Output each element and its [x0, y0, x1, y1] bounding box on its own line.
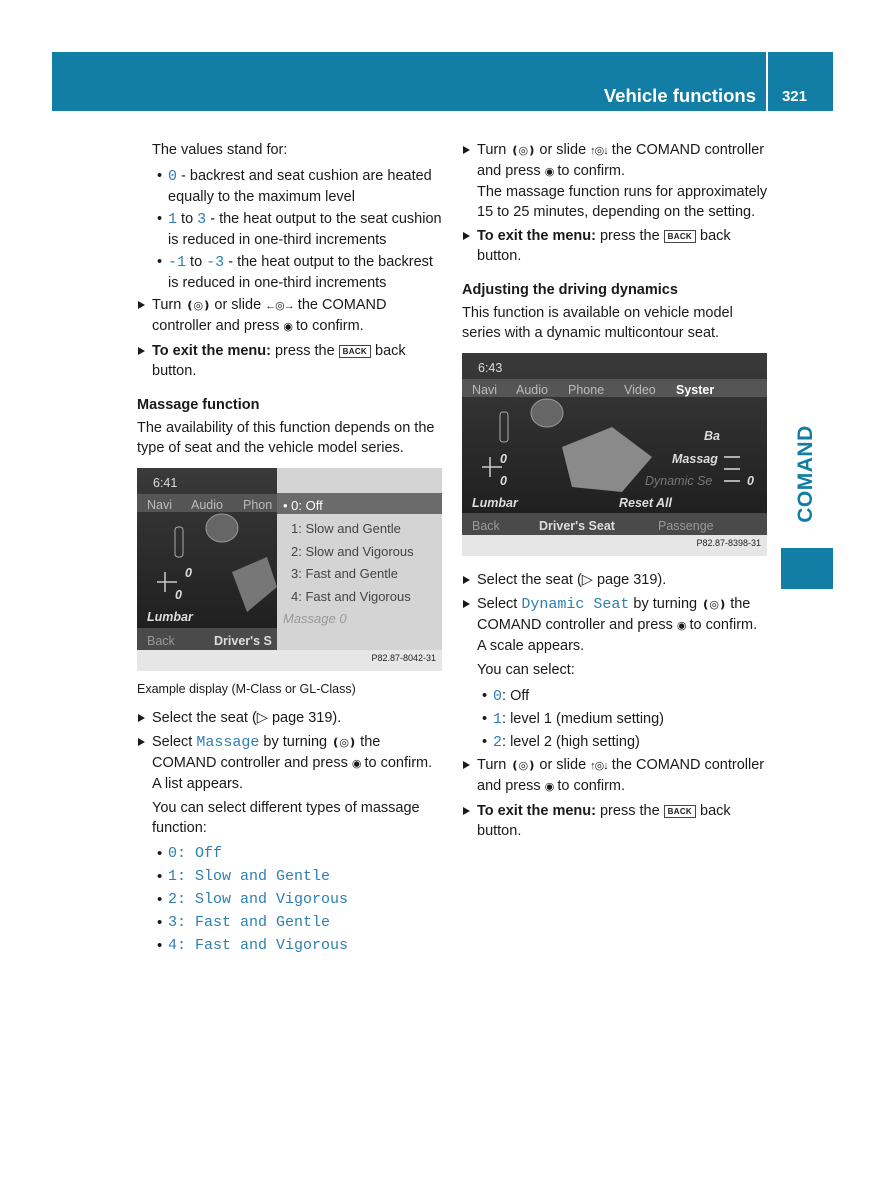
- step-exit-menu-2: To exit the menu: press the BACK back button.: [462, 226, 768, 266]
- step-exit-menu-3: To exit the menu: press the BACK back button.: [462, 801, 768, 841]
- display-lumbar: Lumbar: [472, 496, 518, 510]
- level-options: [462, 686, 768, 753]
- figure-caption: Example display (M-Class or GL-Class): [137, 682, 356, 696]
- back-key-icon: BACK: [339, 345, 371, 358]
- step-turn-slide: Turn ❪◎❫ or slide ←◎→ the COMAND controller and press ◉ to confirm.: [137, 295, 443, 337]
- dynamic-can-select: You can select:: [477, 662, 575, 678]
- display-tab-system: Syster: [676, 383, 715, 397]
- display-tab-phone: Phone: [568, 383, 605, 397]
- menu-footer: Massage 0: [283, 611, 347, 626]
- menu-item-4[interactable]: 4: Fast and Vigorous: [291, 589, 411, 604]
- level-2: • 2: level 2 (high setting): [462, 732, 768, 753]
- step-select-seat: Select the seat (▷ page 319).: [137, 708, 443, 728]
- page-header: [52, 52, 833, 111]
- step-select-massage: Select Massage by turning ❪◎❫ the COMAND controller and press ◉ to confirm. A list appears.: [137, 732, 443, 794]
- level-1: • 1: level 1 (medium setting): [462, 709, 768, 730]
- menu-item-2[interactable]: 2: Slow and Vigorous: [291, 544, 414, 559]
- display-tab-video: Video: [624, 383, 656, 397]
- back-key-icon: BACK: [664, 805, 696, 818]
- turn-controller-icon: ❪◎❫: [331, 737, 357, 749]
- step-turn-slide-3: Turn ❪◎❫ or slide ↑◎↓ the COMAND controller and press ◉ to confirm.: [462, 755, 768, 797]
- slide-left-right-icon: ←◎→: [265, 300, 294, 312]
- value-item-1-3: • 1 to 3 - the heat output to the seat cushion is reduced in one-third increments: [137, 209, 443, 250]
- side-tab: [781, 412, 833, 547]
- press-controller-icon: ◉: [544, 166, 554, 178]
- option-3: • 3: Fast and Gentle: [137, 913, 443, 933]
- display-back: Back: [472, 519, 500, 533]
- option-1: • 1: Slow and Gentle: [137, 867, 443, 887]
- display-back: Back: [147, 634, 175, 648]
- display-time: 6:43: [478, 361, 503, 375]
- display-tab-navi: Navi: [472, 383, 498, 397]
- press-controller-icon: ◉: [351, 758, 361, 770]
- figure-code: P82.87-8398-31: [696, 538, 761, 548]
- step-turn-slide-2: Turn ❪◎❫ or slide ↑◎↓ the COMAND controller and press ◉ to confirm. The massage function runs for approximately 15 to 25 minutes, depending on the setting.: [462, 140, 768, 222]
- turn-controller-icon: ❪◎❫: [185, 300, 211, 312]
- step-select-seat-2: Select the seat (▷ page 319).: [462, 570, 768, 590]
- back-key-icon: BACK: [664, 230, 696, 243]
- dynamics-para: This function is available on vehicle model series with a dynamic multicontour seat.: [462, 305, 733, 341]
- massage-para: The availability of this function depends on the type of seat and the vehicle model series.: [137, 420, 435, 456]
- press-controller-icon: ◉: [283, 321, 292, 333]
- dynamics-screenshot: [462, 353, 767, 556]
- comand-display-massage: 6:41 Navi Audio Phon 0 0 Lumbar Back Driver's S • 0: Off 1: Slow and Gentle 2: Slow and Vigorous 3: Fast and Gentle 4: Fast and Vigorous Massage 0: [137, 468, 442, 650]
- display-time: 6:41: [153, 476, 178, 490]
- display-drivers-seat: Driver's Seat: [539, 519, 615, 533]
- section-title: Vehicle functions: [603, 85, 756, 106]
- step-exit-menu: To exit the menu: press the BACK back button.: [137, 341, 443, 381]
- massage-options: [137, 844, 443, 956]
- display-tab-phone: Phon: [243, 498, 273, 512]
- press-controller-icon: ◉: [544, 781, 554, 793]
- option-4: • 4: Fast and Vigorous: [137, 936, 443, 956]
- dynamics-heading: Adjusting the driving dynamics: [462, 282, 678, 298]
- side-tab-label: COMAND: [794, 425, 817, 523]
- value-item-0: • 0 - backrest and seat cushion are heated equally to the maximum level: [137, 166, 443, 207]
- display-reset-all[interactable]: Reset All: [619, 496, 673, 510]
- values-intro: The values stand for:: [152, 142, 288, 158]
- comand-display-dynamics: 6:43 Navi Audio Phone Video Syster Ba Massag Dynamic Se 0 0 0 Lumbar Reset All Back Driver's Seat Passenge: [462, 353, 767, 535]
- left-column: [137, 140, 443, 959]
- figure-code: P82.87-8042-31: [371, 653, 436, 663]
- side-tab-marker: [781, 548, 833, 589]
- massage-can-select: You can select different types of massage function:: [152, 800, 420, 836]
- massage-screenshot: [137, 468, 442, 671]
- massage-heading: Massage function: [137, 397, 260, 413]
- page-number: 321: [781, 88, 807, 105]
- level-0: • 0: Off: [462, 686, 768, 707]
- display-lumbar: Lumbar: [147, 610, 193, 624]
- display-drivers-seat: Driver's S: [214, 634, 272, 648]
- turn-controller-icon: ❪◎❫: [510, 760, 536, 772]
- menu-item-1[interactable]: 1: Slow and Gentle: [291, 521, 401, 536]
- display-tab-audio: Audio: [516, 383, 548, 397]
- right-column: [462, 140, 768, 845]
- display-tab-navi: Navi: [147, 498, 173, 512]
- turn-controller-icon: ❪◎❫: [510, 145, 536, 157]
- slide-up-down-icon: ↑◎↓: [590, 760, 608, 772]
- option-2: • 2: Slow and Vigorous: [137, 890, 443, 910]
- menu-item-3[interactable]: 3: Fast and Gentle: [291, 566, 398, 581]
- header-divider: [766, 52, 768, 111]
- menu-item-0[interactable]: • 0: Off: [283, 498, 323, 513]
- step-select-dynamic: Select Dynamic Seat by turning ❪◎❫ the COMAND controller and press ◉ to confirm. A scale appears.: [462, 594, 768, 656]
- option-0: • 0: Off: [137, 844, 443, 864]
- display-tab-audio: Audio: [191, 498, 223, 512]
- slide-up-down-icon: ↑◎↓: [590, 145, 608, 157]
- turn-controller-icon: ❪◎❫: [701, 599, 727, 611]
- display-passenger: Passenge: [658, 519, 714, 533]
- press-controller-icon: ◉: [676, 620, 686, 632]
- value-item-neg: • -1 to -3 - the heat output to the backrest is reduced in one-third increments: [137, 252, 443, 293]
